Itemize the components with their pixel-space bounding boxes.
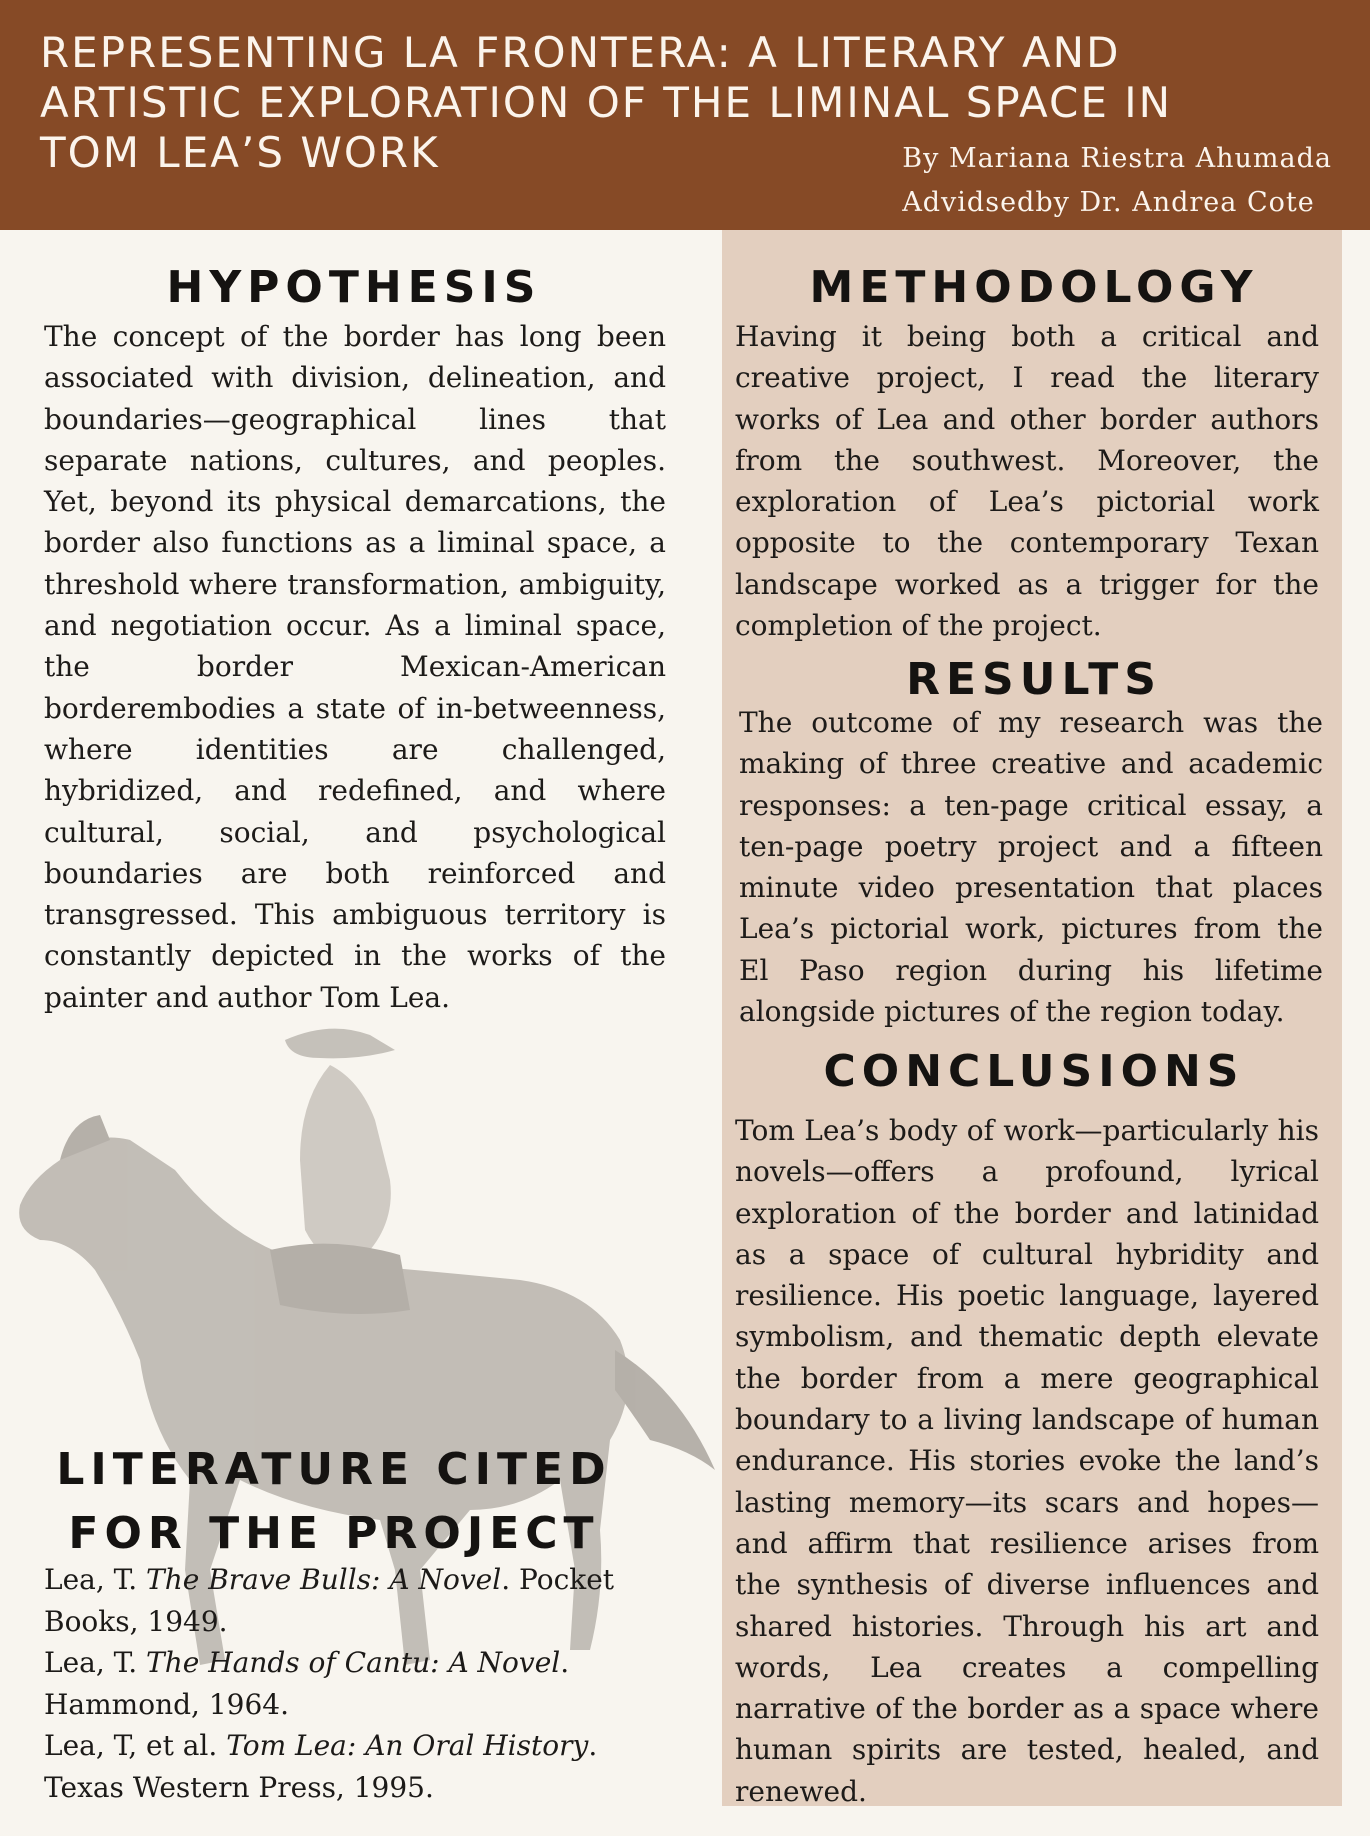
advisor-line: Advidsedby Dr. Andrea Cote xyxy=(902,187,1315,218)
reference-item xyxy=(44,1725,684,1808)
title-line: ARTISTIC EXPLORATION OF THE LIMINAL SPACE IN xyxy=(40,78,1173,127)
ref-title: The Hands of Cantu: A Novel xyxy=(146,1646,561,1679)
ref-author: Lea, T. xyxy=(44,1646,147,1679)
ref-author: Lea, T. xyxy=(44,1563,147,1596)
literature-heading-line1: LITERATURE CITED xyxy=(56,1444,612,1495)
results-body: The outcome of my research was the making of three creative and academic responses: a ten-page critical essay, a ten-page poetry project and a fifteen minute video presentation that places Lea’s pictorial work, pictures from the El Paso region during his lifetime alongside pictures of the region today. xyxy=(739,706,1323,1029)
author-line: By Mariana Riestra Ahumada xyxy=(902,143,1332,174)
ref-title: Tom Lea: An Oral History xyxy=(226,1729,589,1762)
methodology-heading: METHODOLOGY xyxy=(809,262,1259,313)
title-line: REPRESENTING LA FRONTERA: A LITERARY AND xyxy=(40,28,1121,77)
conclusions-body: Tom Lea’s body of work—particularly his novels—offers a profound, lyrical exploration of the border and latinidad as a space of cultural hybridity and resilience. His poetic language, layered symbolism, and thematic depth elevate the border from a mere geographical boundary to a living landscape of human endurance. His stories evoke the land’s lasting memory—its scars and hopes—and affirm that resilience arises from the synthesis of diverse influences and shared histories. Through his art and words, Lea creates a compelling narrative of the border as a space where human spirits are tested, healed, and renewed. xyxy=(735,1114,1319,1808)
ref-author: Lea, T, et al. xyxy=(44,1729,227,1762)
literature-heading-line2: FOR THE PROJECT xyxy=(68,1508,600,1559)
ref-title: The Brave Bulls: A Novel xyxy=(146,1563,502,1596)
results-heading: RESULTS xyxy=(906,654,1162,705)
title-line: TOM LEA’S WORK xyxy=(40,128,440,177)
ref-publisher: . Pocket Books, 1949. xyxy=(44,1563,615,1638)
ref-publisher: . Texas Western Press, 1995. xyxy=(44,1729,598,1804)
hypothesis-body: The concept of the border has long been associated with division, delineation, and boundaries—geographical lines that separate nations, cultures, and peoples. Yet, beyond its physical demarcations, the border also functions as a liminal space, a threshold where transformation, ambiguity, and negotiation occur. As a liminal space, the border Mexican-American borderembodies a state of in-betweenness, where identities are challenged, hybridized, and redefined, and where cultural, social, and psychological boundaries are both reinforced and transgressed. This ambiguous territory is constantly depicted in the works of the painter and author Tom Lea. xyxy=(44,320,666,1014)
reference-list xyxy=(44,1559,684,1808)
byline xyxy=(902,137,1332,225)
conclusions-heading: CONCLUSIONS xyxy=(823,1046,1245,1097)
reference-item xyxy=(44,1642,684,1725)
ref-publisher: . Hammond, 1964. xyxy=(44,1646,570,1721)
header-banner xyxy=(0,0,1370,230)
methodology-body: Having it being both a critical and creative project, I read the literary works of Lea and other border authors from the southwest. Moreover, the exploration of Lea’s pictorial work opposite to the contemporary Texan landscape worked as a trigger for the completion of the project. xyxy=(735,320,1319,643)
literature-heading xyxy=(34,1438,634,1566)
reference-item xyxy=(44,1559,684,1642)
hypothesis-heading: HYPOTHESIS xyxy=(166,262,542,313)
